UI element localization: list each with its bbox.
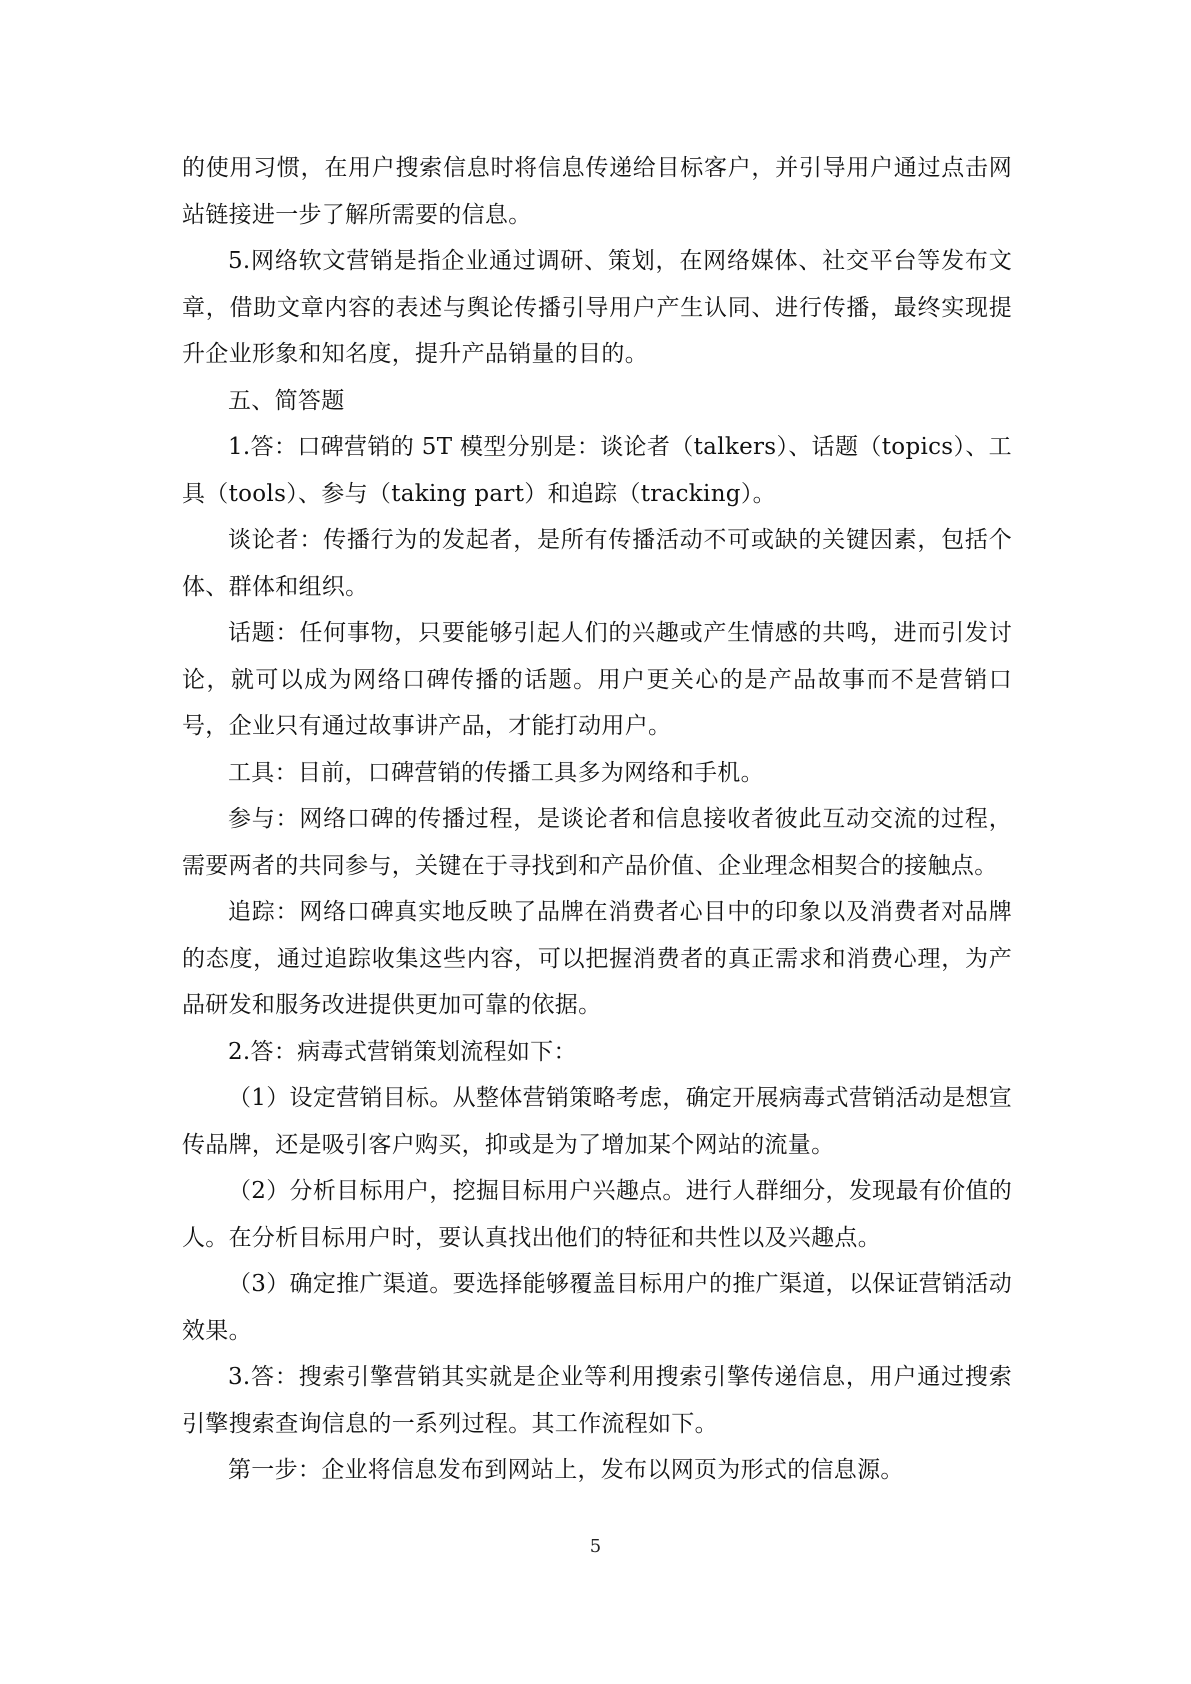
page-number: 5 [589,1536,602,1557]
paragraph-topics: 话题：任何事物，只要能够引起人们的兴趣或产生情感的共鸣，进而引发讨论，就可以成为网络口碑传播的话题。用户更关心的是产品故事而不是营销口号，企业只有通过故事讲产品，才能打动用户。 [182,620,1012,739]
paragraph-tracking: 追踪：网络口碑真实地反映了品牌在消费者心目中的印象以及消费者对品牌的态度，通过追踪收集这些内容，可以把握消费者的真正需求和消费心理，为产品研发和服务改进提供更加可靠的依据。 [182,899,1012,1018]
paragraph-talkers: 谈论者：传播行为的发起者，是所有传播活动不可或缺的关键因素，包括个体、群体和组织。 [182,527,1012,600]
paragraph-step-2: （2）分析目标用户，挖掘目标用户兴趣点。进行人群细分，发现最有价值的人。在分析目标用户时，要认真找出他们的特征和共性以及兴趣点。 [182,1178,1012,1251]
paragraph-step-3: （3）确定推广渠道。要选择能够覆盖目标用户的推广渠道，以保证营销活动效果。 [182,1271,1012,1344]
paragraph-continuation: 的使用习惯，在用户搜索信息时将信息传递给目标客户，并引导用户通过点击网站链接进一步了解所需要的信息。 [182,155,1012,228]
paragraph-answer-2: 2.答：病毒式营销策划流程如下： [228,1038,577,1065]
document-body [182,145,1012,1494]
paragraph-soft-article-marketing: 5.网络软文营销是指企业通过调研、策划，在网络媒体、社交平台等发布文章，借助文章内容的表述与舆论传播引导用户产生认同、进行传播，最终实现提升企业形象和知名度，提升产品销量的目的。 [182,248,1012,367]
section-heading-short-answer: 五、简答题 [228,387,345,414]
paragraph-tools: 工具：目前，口碑营销的传播工具多为网络和手机。 [228,759,764,786]
paragraph-first-step: 第一步：企业将信息发布到网站上，发布以网页为形式的信息源。 [228,1457,904,1483]
paragraph-answer-3: 3.答：搜索引擎营销其实就是企业等利用搜索引擎传递信息，用户通过搜索引擎搜索查询信息的一系列过程。其工作流程如下。 [182,1364,1012,1437]
paragraph-taking-part: 参与：网络口碑的传播过程，是谈论者和信息接收者彼此互动交流的过程，需要两者的共同参与，关键在于寻找到和产品价值、企业理念相契合的接触点。 [182,806,1012,879]
paragraph-step-1: （1）设定营销目标。从整体营销策略考虑，确定开展病毒式营销活动是想宣传品牌，还是吸引客户购买，抑或是为了增加某个网站的流量。 [182,1085,1012,1158]
paragraph-answer-1: 1.答：口碑营销的 5T 模型分别是：谈论者（talkers）、话题（topics）、工具（tools）、参与（taking part）和追踪（tracking）。 [182,434,1012,507]
